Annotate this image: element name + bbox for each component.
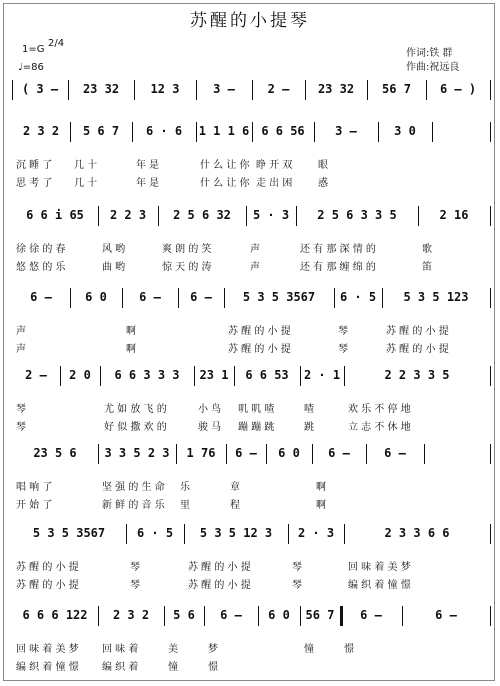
lyric-segment: 憬 (344, 644, 354, 655)
lyric-segment: 章 (230, 482, 240, 493)
measure-notes: 5 3 5 12 3 (199, 526, 273, 540)
measure-notes: 6 0 (268, 608, 290, 622)
barline (70, 288, 71, 308)
lyric-segment: 琴 (338, 326, 348, 337)
measure-notes: 6 · 5 (136, 526, 174, 540)
lyric-segment: 苏 醒 的 小 提 (16, 562, 79, 573)
lyric-segment: 苏 醒 的 小 提 (228, 326, 291, 337)
lyric-segment: 什 么 让 你 (200, 160, 250, 171)
barline (98, 606, 99, 626)
lyric-segment: 新 鲜 的 音 乐 (102, 500, 165, 511)
barline (196, 122, 197, 142)
lyric-line (0, 400, 500, 416)
lyric-segment: 苏 醒 的 小 提 (188, 562, 251, 573)
lyric-segment: 跳 (304, 422, 314, 433)
measure-notes: 56 7 (305, 608, 335, 622)
lyric-segment: 苏 醒 的 小 提 (188, 580, 251, 591)
lyric-segment: 声 (250, 262, 260, 273)
lyric-line (0, 478, 500, 494)
barline (196, 80, 197, 100)
barline (98, 444, 99, 464)
lyric-segment: 啊 (126, 326, 136, 337)
barline (204, 606, 205, 626)
measure-notes: 6 · 6 (145, 124, 183, 138)
measure-notes: ( 3 – (21, 82, 59, 96)
measure-notes: 2 5 6 3 3 5 (317, 208, 397, 222)
lyric-line (0, 576, 500, 592)
lyric-line (0, 418, 500, 434)
lyric-segment: 乐 (180, 482, 190, 493)
measure-notes: 2 · 3 (297, 526, 335, 540)
measure-notes: 6 – (190, 290, 212, 304)
lyric-line (0, 558, 500, 574)
lyric-segment: 走 出 困 (256, 178, 293, 189)
measure-notes: 6 – (328, 446, 350, 460)
lyric-segment: 思 考 了 (16, 178, 53, 189)
measure-notes: 2 3 2 (22, 124, 60, 138)
lyric-line (0, 174, 500, 190)
barline (226, 444, 227, 464)
measure-notes: 2 0 (69, 368, 91, 382)
barline (266, 444, 267, 464)
barline (490, 444, 491, 464)
note-line (0, 606, 500, 626)
barline (252, 122, 253, 142)
barline (490, 288, 491, 308)
lyric-segment: 编 织 着 (102, 662, 139, 673)
barline (98, 206, 99, 226)
measure-notes: 6 6 56 (261, 124, 305, 138)
measure-notes: 3 0 (394, 124, 416, 138)
note-line (0, 206, 500, 226)
lyric-segment: 琴 (130, 562, 140, 573)
barline (132, 122, 133, 142)
measure-notes: 5 3 5 123 (403, 290, 469, 304)
measure-notes: 6 – (235, 446, 257, 460)
barline (490, 606, 491, 626)
measure-notes: 6 – (384, 446, 406, 460)
measure-notes: 6 – ) (439, 82, 477, 96)
lyric-segment: 小 鸟 (198, 404, 222, 415)
lyric-segment: 叽 叽 喳 (238, 404, 275, 415)
measure-notes: 6 – (220, 608, 242, 622)
lyric-segment: 立 志 不 休 地 (348, 422, 411, 433)
measure-notes: 6 – (435, 608, 457, 622)
measure-notes: 6 – (30, 290, 52, 304)
lyric-segment: 惊 天 的 涛 (162, 262, 212, 273)
barline (312, 444, 313, 464)
measure-notes: 23 32 (82, 82, 120, 96)
measure-notes: 6 6 53 (245, 368, 289, 382)
barline (426, 80, 427, 100)
measure-notes: 2 2 3 (109, 208, 147, 222)
lyric-segment: 笛 (422, 262, 432, 273)
barline (60, 366, 61, 386)
barline (334, 288, 335, 308)
barline (178, 288, 179, 308)
measure-notes: 2 3 2 (112, 608, 150, 622)
measure-notes: 6 – (139, 290, 161, 304)
barline (490, 122, 491, 142)
lyric-segment: 尤 如 放 飞 的 (104, 404, 167, 415)
lyric-segment: 苏 醒 的 小 提 (386, 344, 449, 355)
lyric-segment: 苏 醒 的 小 提 (228, 344, 291, 355)
lyric-line (0, 258, 500, 274)
lyric-segment: 梦 (208, 644, 218, 655)
barline (252, 80, 253, 100)
lyric-segment: 回 味 着 (102, 644, 139, 655)
lyric-segment: 苏 醒 的 小 提 (16, 580, 79, 591)
measure-notes: 2 16 (439, 208, 469, 222)
barline (194, 366, 195, 386)
measure-notes: 2 – (267, 82, 290, 96)
measure-notes: 2 3 3 6 6 (384, 526, 450, 540)
barline (176, 444, 177, 464)
measure-notes: 23 5 6 (33, 446, 77, 460)
lyric-segment: 琴 (16, 404, 26, 415)
measure-notes: 6 · 5 (339, 290, 377, 304)
lyric-segment: 琴 (16, 422, 26, 433)
barline (366, 444, 367, 464)
barline (300, 606, 301, 626)
barline (134, 80, 135, 100)
lyric-segment: 唱 响 了 (16, 482, 53, 493)
lyric-segment: 开 始 了 (16, 500, 53, 511)
lyric-segment: 琴 (338, 344, 348, 355)
barline (246, 206, 247, 226)
lyric-segment: 惑 (318, 178, 328, 189)
lyric-segment: 啊 (126, 344, 136, 355)
lyric-segment: 还 有 那 深 情 的 (300, 244, 376, 255)
composer-credit: 作曲:祝远良 (406, 62, 460, 73)
barline (382, 288, 383, 308)
lyric-segment: 编 织 着 憧 憬 (348, 580, 411, 591)
measure-notes: 5 3 5 3567 (242, 290, 316, 304)
barline (122, 288, 123, 308)
lyric-segment: 徐 徐 的 春 (16, 244, 66, 255)
lyric-segment: 美 (168, 644, 178, 655)
barline (100, 366, 101, 386)
lyric-line (0, 496, 500, 512)
lyric-segment: 年 是 (136, 160, 160, 171)
barline (300, 366, 301, 386)
measure-notes: 2 · 1 (303, 368, 341, 382)
lyric-segment: 喳 (304, 404, 314, 415)
lyric-segment: 好 似 撒 欢 的 (104, 422, 167, 433)
measure-notes: 5 3 5 3567 (32, 526, 106, 540)
lyric-segment: 坚 强 的 生 命 (102, 482, 165, 493)
measure-notes: 1 1 1 6 (198, 124, 250, 138)
barline (224, 288, 225, 308)
measure-notes: 56 7 (382, 82, 411, 96)
lyricist-credit: 作词:铁 群 (406, 48, 453, 59)
lyric-segment: 欢 乐 不 停 地 (348, 404, 411, 415)
lyric-segment: 沉 睡 了 (16, 160, 53, 171)
lyric-segment: 里 (180, 500, 190, 511)
barline (432, 122, 433, 142)
barline (296, 206, 297, 226)
barline (490, 366, 491, 386)
lyric-segment: 憧 (168, 662, 178, 673)
barline (126, 524, 127, 544)
lyric-segment: 啊 (316, 500, 326, 511)
lyric-segment: 憧 (304, 644, 314, 655)
lyric-segment: 啊 (316, 482, 326, 493)
barline (305, 80, 306, 100)
measure-notes: 12 3 (150, 82, 180, 96)
tempo-marking: ♩=86 (18, 62, 44, 73)
measure-notes: 3 3 5 2 3 (104, 446, 170, 460)
lyric-segment: 憬 (208, 662, 218, 673)
lyric-segment: 苏 醒 的 小 提 (386, 326, 449, 337)
barline (68, 80, 69, 100)
measure-notes: 6 0 (278, 446, 300, 460)
barline (367, 80, 368, 100)
barline (344, 524, 345, 544)
measure-notes: 2 – (25, 368, 47, 382)
measure-notes: 23 1 (199, 368, 229, 382)
measure-notes: 1 76 (186, 446, 216, 460)
lyric-segment: 琴 (292, 562, 302, 573)
barline (164, 606, 165, 626)
lyric-line (0, 240, 500, 256)
lyric-segment: 骏 马 (198, 422, 222, 433)
measure-notes: 5 6 7 (82, 124, 120, 138)
barline (424, 444, 425, 464)
barline (378, 122, 379, 142)
barline (490, 80, 491, 100)
lyric-segment: 几 十 (74, 160, 98, 171)
measure-notes: 23 32 (317, 82, 355, 96)
barline (70, 122, 71, 142)
song-title: 苏醒的小提琴 (190, 11, 310, 31)
lyric-segment: 还 有 那 缠 绵 的 (300, 262, 376, 273)
lyric-segment: 悠 悠 的 乐 (16, 262, 66, 273)
lyric-segment: 睁 开 双 (256, 160, 293, 171)
note-line (0, 366, 500, 386)
lyric-segment: 眼 (318, 160, 328, 171)
barline (490, 524, 491, 544)
barline (184, 524, 185, 544)
measure-notes: 6 6 i 65 (26, 208, 84, 222)
lyric-line (0, 340, 500, 356)
lyric-segment: 琴 (130, 580, 140, 591)
measure-notes: 6 6 3 3 3 (114, 368, 180, 382)
lyric-segment: 声 (16, 326, 26, 337)
lyric-segment: 声 (16, 344, 26, 355)
time-signature: 2/4 (48, 38, 65, 49)
barline (234, 366, 235, 386)
lyric-segment: 曲 哟 (102, 262, 126, 273)
note-line (0, 524, 500, 544)
barline (288, 524, 289, 544)
barline (12, 80, 13, 100)
barline (344, 366, 345, 386)
barline (258, 606, 259, 626)
key-signature: 1=G (22, 44, 45, 55)
lyric-segment: 琴 (292, 580, 302, 591)
measure-notes: 3 – (213, 82, 235, 96)
lyric-line (0, 658, 500, 674)
lyric-segment: 编 织 着 憧 憬 (16, 662, 79, 673)
lyric-segment: 歌 (422, 244, 432, 255)
measure-notes: 2 2 3 3 5 (384, 368, 450, 382)
lyric-line (0, 640, 500, 656)
barline (158, 206, 159, 226)
lyric-segment: 几 十 (74, 178, 98, 189)
lyric-segment: 声 (250, 244, 260, 255)
measure-notes: 6 0 (85, 290, 107, 304)
barline (490, 206, 491, 226)
lyric-segment: 爽 朗 的 笑 (162, 244, 212, 255)
lyric-segment: 什 么 让 你 (200, 178, 250, 189)
lyric-line (0, 322, 500, 338)
note-line (0, 444, 500, 464)
measure-notes: 6 – (360, 608, 382, 622)
barline (314, 122, 315, 142)
lyric-segment: 回 味 着 美 梦 (348, 562, 411, 573)
lyric-line (0, 156, 500, 172)
note-line (0, 122, 500, 142)
lyric-segment: 回 味 着 美 梦 (16, 644, 79, 655)
lyric-segment: 年 是 (136, 178, 160, 189)
measure-notes: 3 – (335, 124, 357, 138)
note-line (0, 288, 500, 308)
lyric-segment: 风 哟 (102, 244, 126, 255)
measure-notes: 5 6 (173, 608, 195, 622)
barline (418, 206, 419, 226)
barline (402, 606, 403, 626)
measure-notes: 6 6 6 122 (22, 608, 88, 622)
measure-notes: 5 · 3 (252, 208, 290, 222)
note-line (0, 80, 500, 100)
lyric-segment: 程 (230, 500, 240, 511)
lyric-segment: 蹦 蹦 跳 (238, 422, 275, 433)
measure-notes: 2 5 6 32 (173, 208, 231, 222)
